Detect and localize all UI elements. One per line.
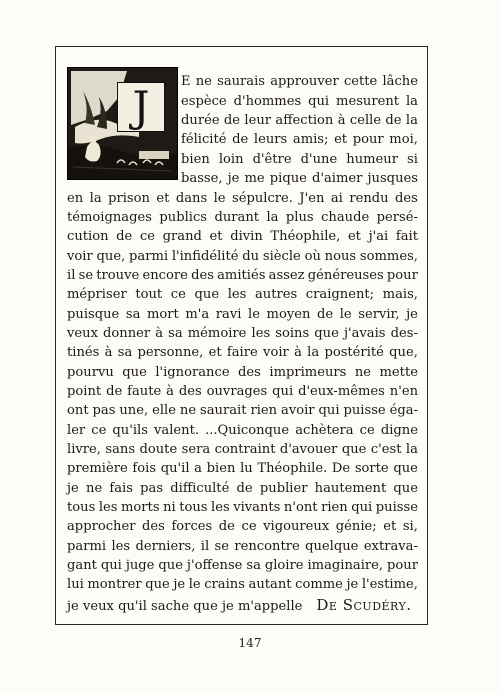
text-line: voir que, parmi l'infidélité du siècle où nous sommes,: [67, 249, 418, 264]
text-line: tinés à sa personne, et faire voir à la postérité que,: [67, 345, 418, 360]
text-line: il se trouve encore des amitiés assez généreuses pour: [67, 268, 418, 283]
text-line: première fois qu'il a bien lu Théophile. De sorte que: [67, 461, 418, 476]
text-line: bien loin d'être d'une humeur si: [181, 152, 418, 167]
author-signature: De Scudéry.: [316, 596, 412, 614]
text-line: point de faute à des ouvrages qui d'eux-mêmes n'en: [67, 384, 418, 399]
text-line: E ne saurais approuver cette lâche: [181, 74, 418, 89]
text-line: félicité de leurs amis; et pour moi,: [181, 132, 418, 147]
text-line: puisque sa mort m'a ravi le moyen de le servir, je: [67, 307, 418, 322]
text-line: ler ce qu'ils valent. ...Quiconque achètera ce digne: [67, 423, 418, 438]
text-line: en la prison et dans le sépulcre. J'en ai rendu des: [67, 191, 418, 206]
text-line: je ne fais pas difficulté de publier hautement que: [67, 481, 418, 496]
text-line: cution de ce grand et divin Théophile, et j'ai fait: [67, 229, 418, 244]
page-number: 147: [238, 636, 262, 650]
text-line: durée de leur affection à celle de la: [181, 113, 418, 128]
text-line: mépriser tout ce que les autres craignent; mais,: [67, 287, 418, 302]
text-line: gant qui juge que j'offense sa gloire imaginaire, pour: [67, 558, 418, 573]
text-line: parmi les derniers, il se rencontre quelque extrava-: [67, 539, 418, 554]
text-line: basse, je me pique d'aimer jusques: [181, 171, 418, 186]
text-line: tous les morts ni tous les vivants n'ont rien qui puisse: [67, 500, 418, 515]
text-line: espèce d'hommes qui mesurent la: [181, 94, 418, 109]
drop-cap-letter: J: [117, 82, 165, 132]
text-line: pourvu que l'ignorance des imprimeurs ne mette: [67, 365, 418, 380]
closing-line: [67, 598, 418, 613]
text-line: témoignages publics durant la plus chaude persé-: [67, 210, 418, 225]
text-line: veux donner à sa mémoire les soins que j'avais des-: [67, 326, 418, 341]
text-line: livre, sans doute sera contraint d'avouer que c'est la: [67, 442, 418, 457]
text-line: ont pas une, elle ne saurait rien avoir qui puisse éga-: [67, 403, 418, 418]
text-line: je veux qu'il sache que je m'appelle: [67, 599, 303, 614]
text-line: approcher des forces de ce vigoureux génie; et si,: [67, 519, 418, 534]
text-line: lui montrer que je le crains autant comme je l'estime,: [67, 577, 418, 592]
